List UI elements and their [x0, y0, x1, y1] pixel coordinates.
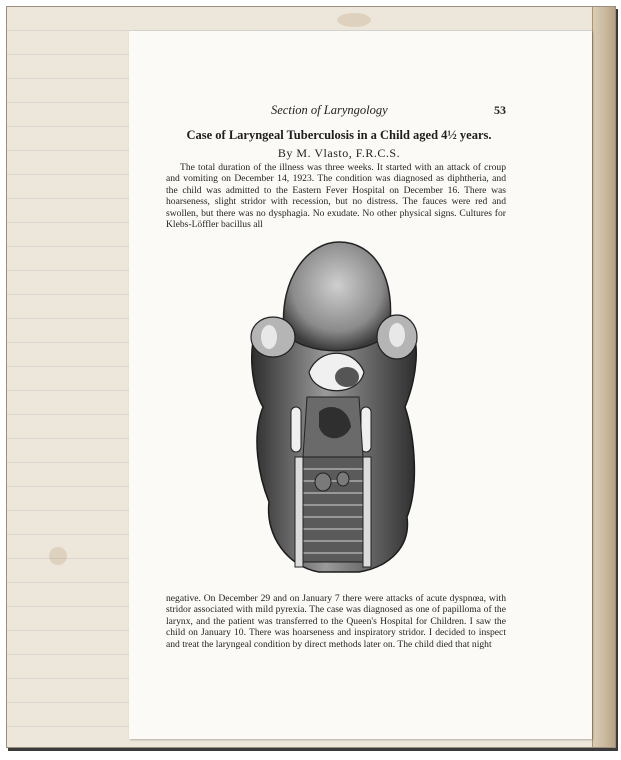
larynx-specimen-illustration: [239, 237, 429, 577]
article-paragraph: negative. On December 29 and on January 7 there were attacks of acute dyspnœa, with stridor associated with mild pyrexia. The case was diagnosed as one of papilloma of the larynx, and the patient was transferred to the Queen's Hospital for Children. I saw the child on January 10. There was hoarseness and inspiratory stridor. I decided to inspect and treat the laryngeal condition by direct methods later on. The child died that night: [166, 593, 506, 650]
scrapbook-page: [6, 6, 616, 748]
running-header: [129, 103, 592, 119]
article-title: Case of Laryngeal Tuberculosis in a Child aged 4½ years.: [186, 128, 492, 142]
paper-stain: [337, 13, 371, 27]
binding-edge: [592, 7, 615, 747]
paper-stain: [49, 547, 67, 565]
article-byline: By M. Vlasto, F.R.C.S.: [277, 146, 401, 160]
journal-clipping: [129, 31, 592, 739]
page-number: 53: [494, 103, 506, 117]
section-title: Section of Laryngology: [271, 103, 388, 117]
article-paragraph: The total duration of the illness was three weeks. It started with an attack of croup and vomiting on December 14, 1923. The condition was diagnosed as diphtheria, and the child was admitted to the Eastern Fever Hospital on December 16. There was hoarseness, slight stridor with recession, but no distress. The fauces were red and swollen, but there was no dysphagia. No exudate. No other physical signs. Cultures for Klebs-Löffler bacillus all: [166, 162, 506, 231]
